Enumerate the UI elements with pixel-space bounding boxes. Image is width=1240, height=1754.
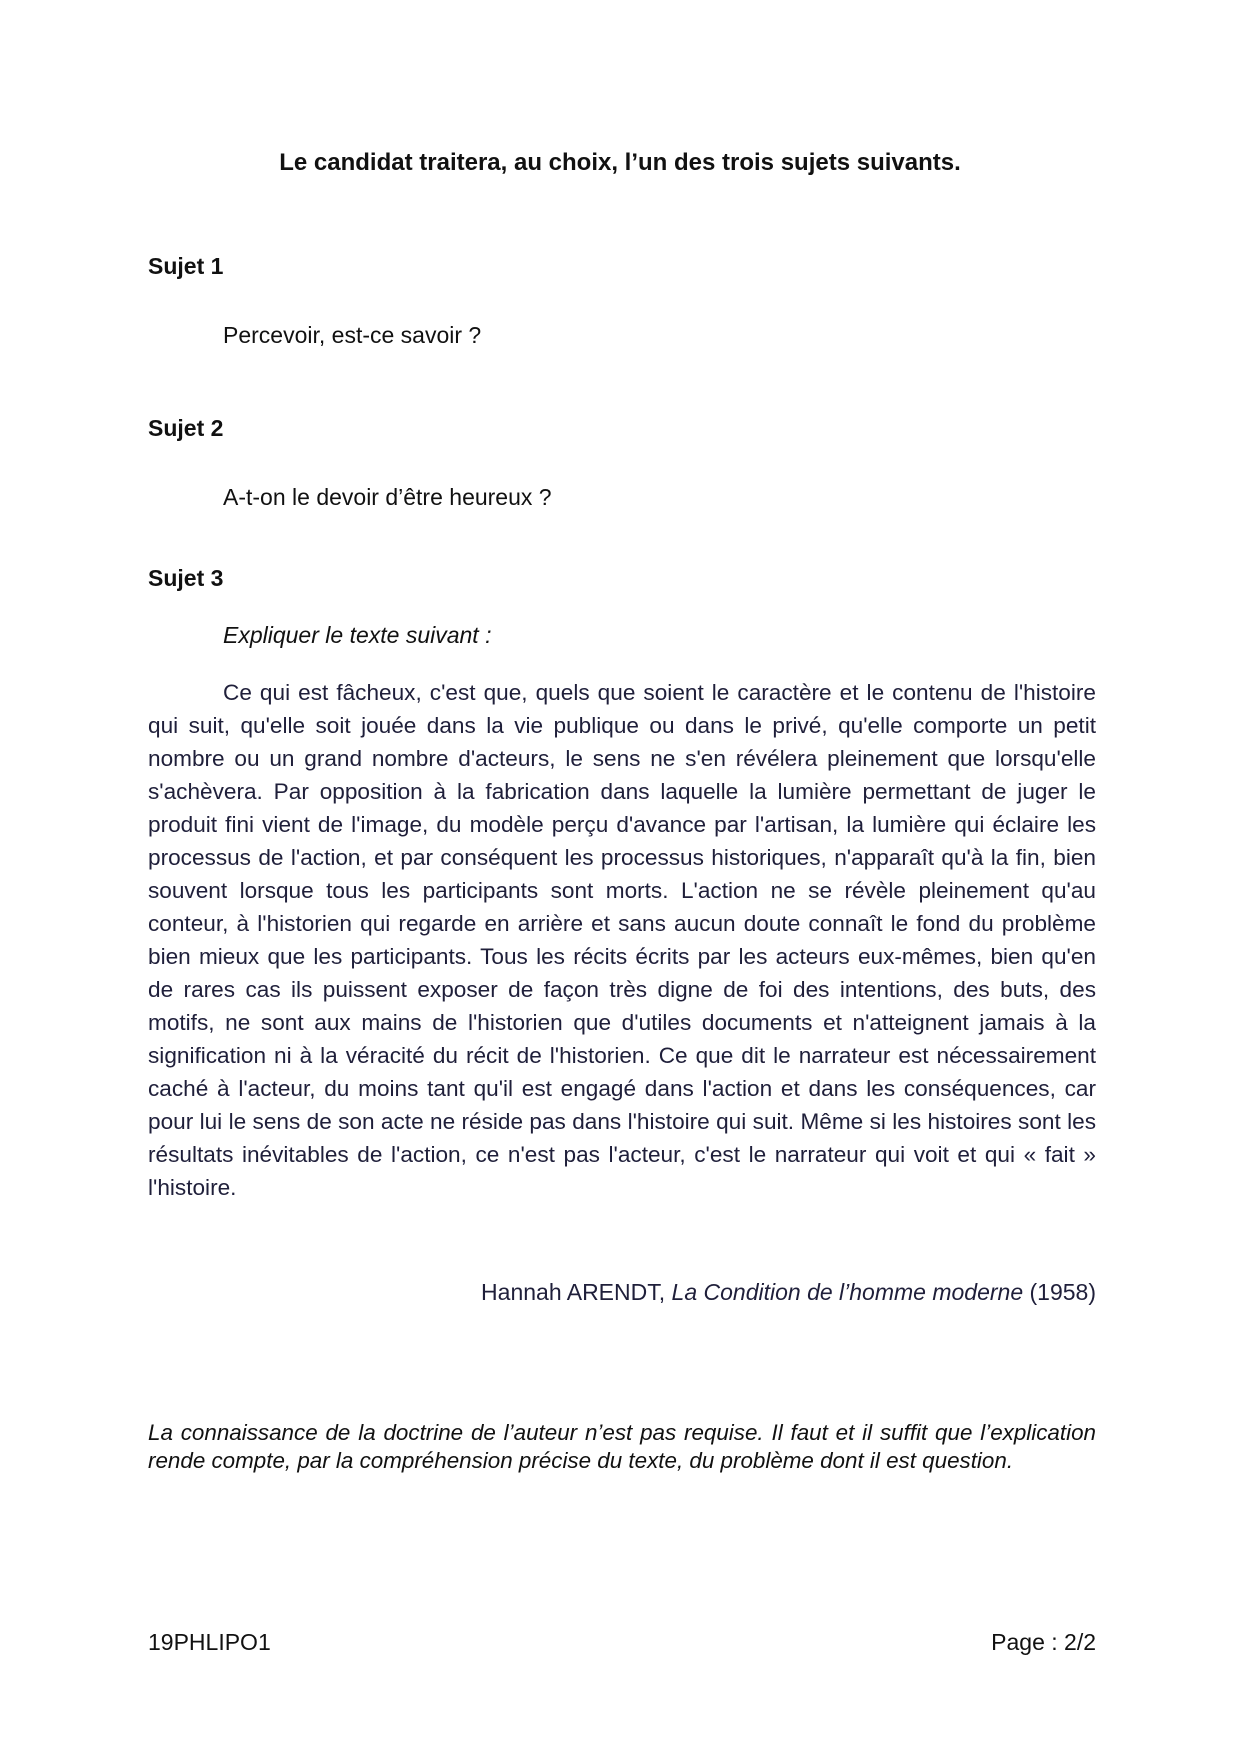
citation-work: La Condition de l’homme moderne — [671, 1279, 1024, 1305]
citation-year: (1958) — [1029, 1279, 1096, 1305]
footnote-instruction: La connaissance de la doctrine de l’auteur n’est pas requise. Il faut et il suffit que l’explication rende compte, par la compréhension précise du texte, du problème dont il est question. — [148, 1420, 1096, 1473]
citation — [481, 1277, 1096, 1307]
citation-author: Hannah ARENDT, — [481, 1279, 666, 1305]
subject-3-heading: Sujet 3 — [148, 565, 224, 591]
document-code: 19PHLIPO1 — [148, 1629, 271, 1655]
subject-1-question: Percevoir, est-ce savoir ? — [223, 322, 482, 348]
page-title: Le candidat traitera, au choix, l’un des trois sujets suivants. — [279, 149, 961, 176]
subject-3-instruction: Expliquer le texte suivant : — [223, 622, 492, 648]
subject-2-question: A-t-on le devoir d’être heureux ? — [223, 484, 552, 510]
subject-1-heading: Sujet 1 — [148, 253, 224, 279]
text-passage: Ce qui est fâcheux, c'est que, quels que soient le caractère et le contenu de l'histoire qui suit, qu'elle soit jouée dans la vie publique ou dans le privé, qu'elle comporte un petit nombre ou un grand nombre d'acteurs, le sens ne s'en révélera pleinement que lorsqu'elle s'achèvera. Par opposition à la fabrication dans laquelle la lumière permettant de juger le produit fini vient de l'image, du modèle perçu d'avance par l'artisan, la lumière qui éclaire les processus de l'action, et par conséquent les processus historiques, n'apparaît qu'à la fin, bien souvent lorsque tous les participants sont morts. L'action ne se révèle pleinement qu'au conteur, à l'historien qui regarde en arrière et sans aucun doute connaît le fond du problème bien mieux que les participants. Tous les récits écrits par les acteurs eux-mêmes, bien qu'en de rares cas ils puissent exposer de façon très digne de foi des intentions, des buts, des motifs, ne sont aux mains de l'historien que d'utiles documents et n'atteignent jamais à la signification ni à la véracité du récit de l'historien. Ce que dit le narrateur est nécessairement caché à l'acteur, du moins tant qu'il est engagé dans l'action et dans les conséquences, car pour lui le sens de son acte ne réside pas dans l'histoire qui suit. Même si les histoires sont les résultats inévitables de l'action, ce n'est pas l'acteur, c'est le narrateur qui voit et qui « fait » l'histoire. — [148, 680, 1096, 1200]
subject-2-heading: Sujet 2 — [148, 415, 224, 441]
page-number: Page : 2/2 — [991, 1629, 1096, 1655]
